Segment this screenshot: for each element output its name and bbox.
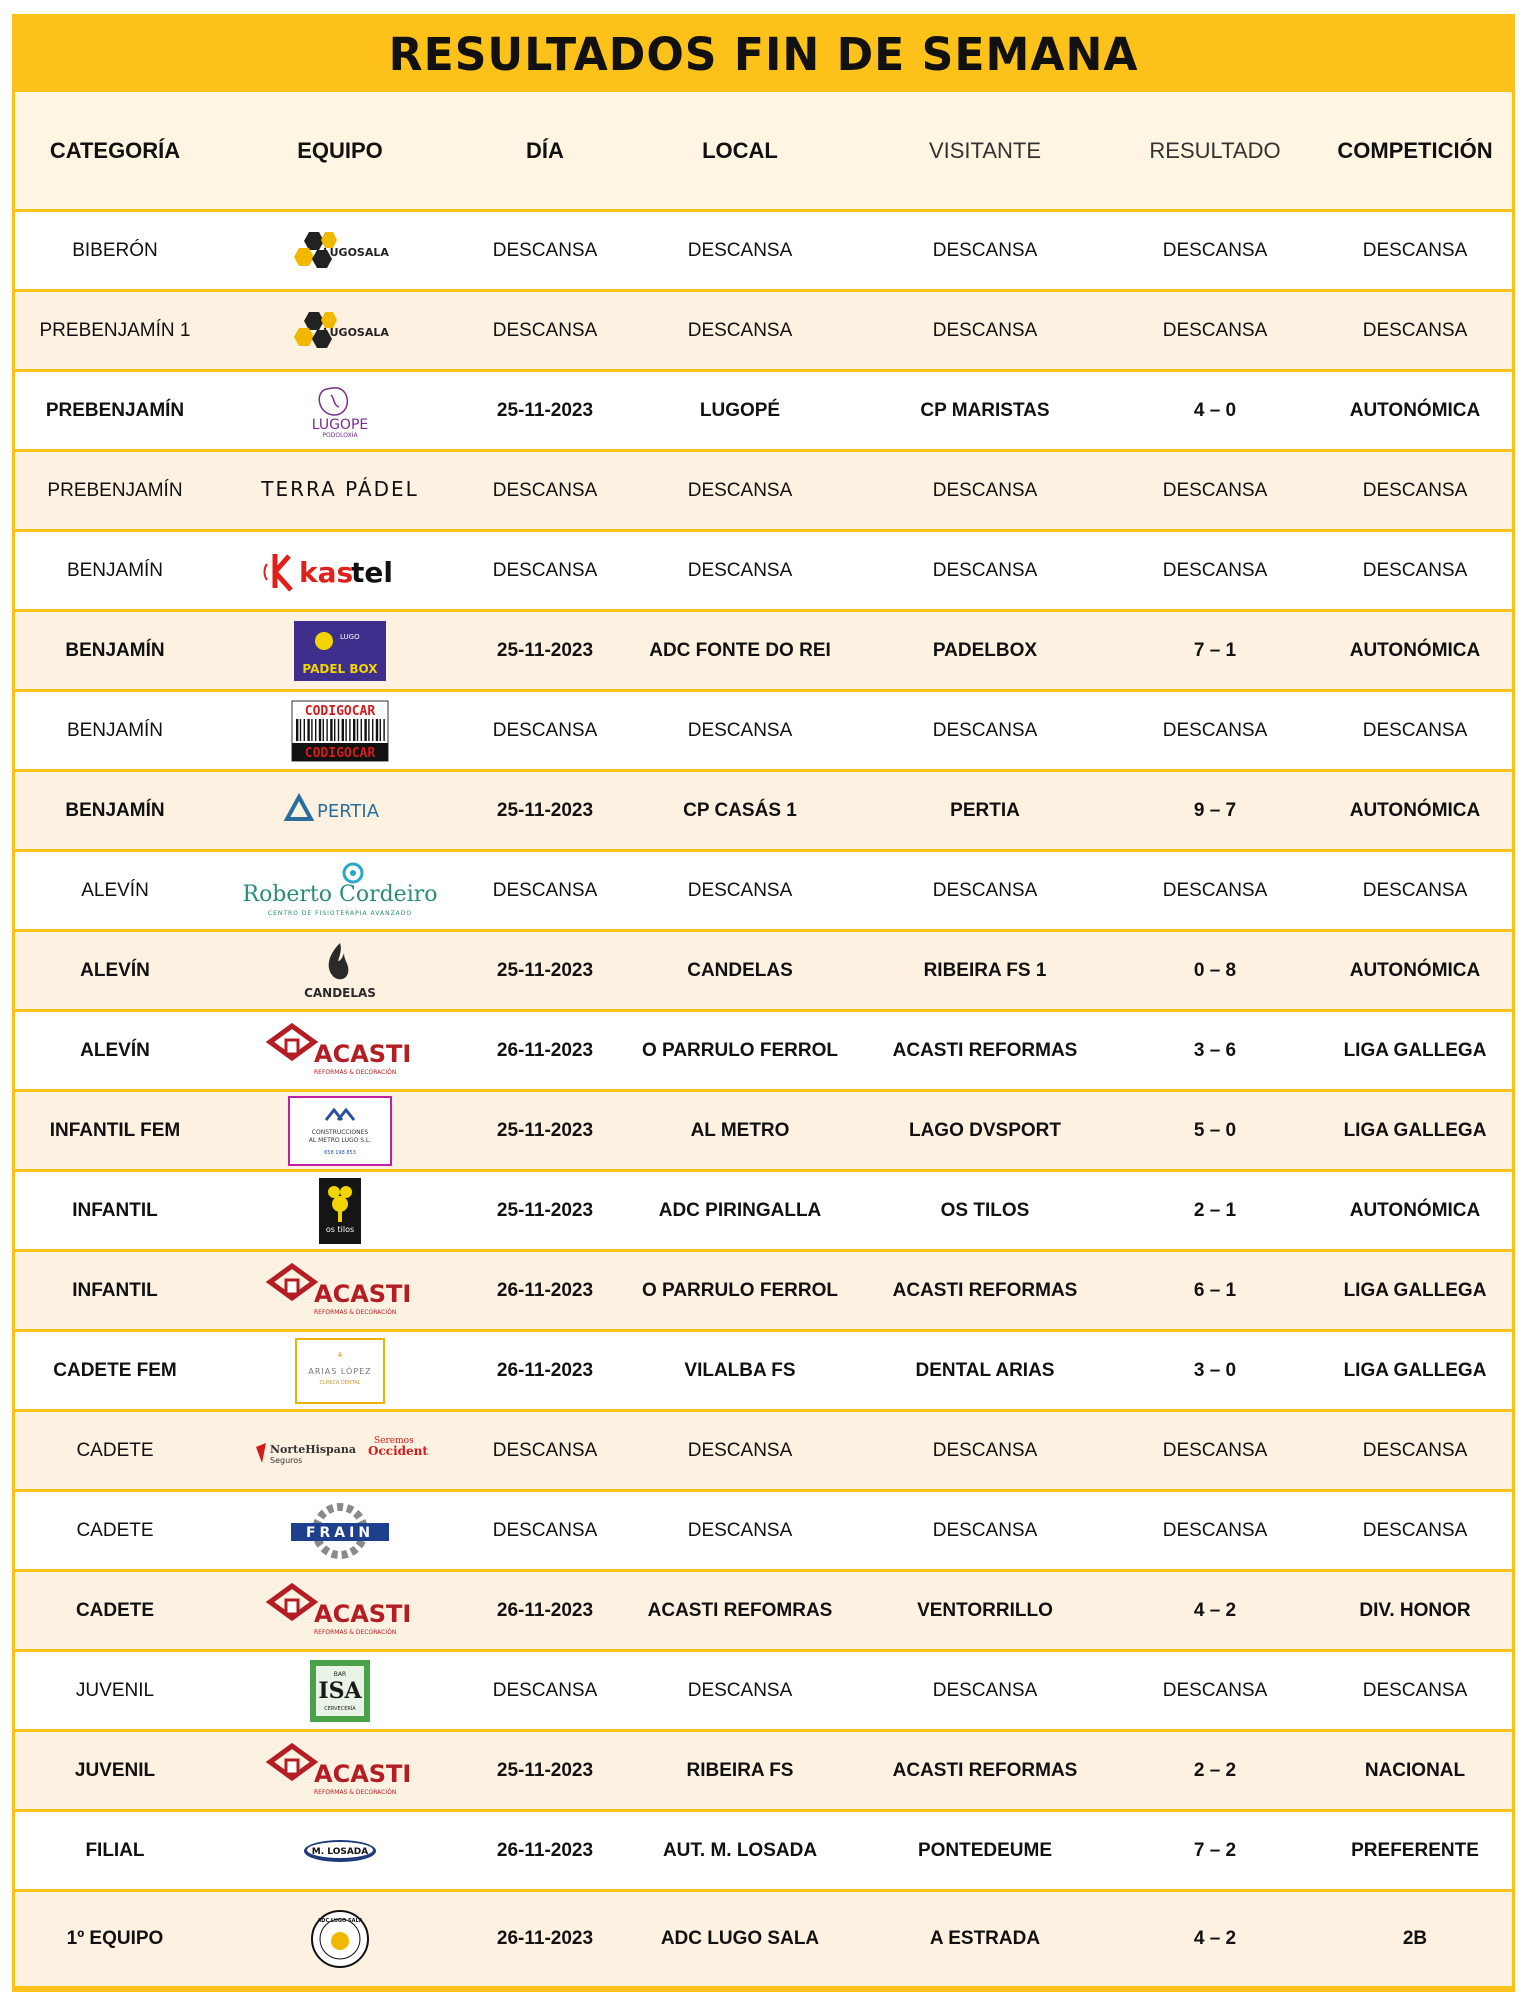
cell-local: DESCANSA xyxy=(687,239,793,261)
cell-categoria: BENJAMÍN xyxy=(65,639,165,661)
cell-categoria: 1º EQUIPO xyxy=(66,1928,164,1949)
svg-text:CENTRO DE FISIOTERAPIA AVANZAD: CENTRO DE FISIOTERAPIA AVANZADO xyxy=(267,909,413,917)
table-row xyxy=(15,932,1512,1012)
svg-text:ARIAS LÓPEZ: ARIAS LÓPEZ xyxy=(308,1366,372,1376)
svg-text:ACASTI: ACASTI xyxy=(314,1279,412,1308)
header-local: LOCAL xyxy=(702,137,778,163)
table-row xyxy=(15,1892,1512,1989)
cell-categoria: BIBERÓN xyxy=(72,239,158,261)
cell-competicion: PREFERENTE xyxy=(1351,1839,1479,1861)
table-row xyxy=(15,1732,1512,1812)
adc-lugo-sala-badge-logo xyxy=(215,1892,465,1986)
cell-competicion: AUTONÓMICA xyxy=(1349,799,1481,821)
svg-text:658 198 853: 658 198 853 xyxy=(324,1149,356,1156)
candelas-logo xyxy=(215,932,465,1009)
table-row xyxy=(15,692,1512,772)
header-equipo: EQUIPO xyxy=(297,137,383,163)
lugope-logo xyxy=(215,372,465,449)
cell-local: ACASTI REFOMRAS xyxy=(647,1599,833,1621)
cell-categoria: CADETE FEM xyxy=(53,1359,177,1381)
table-row xyxy=(15,292,1512,372)
cell-competicion: NACIONAL xyxy=(1364,1759,1466,1781)
cell-categoria: INFANTIL xyxy=(72,1199,158,1221)
cell-visitante: VENTORRILLO xyxy=(917,1599,1053,1621)
cell-local: AUT. M. LOSADA xyxy=(662,1839,818,1861)
cell-visitante: LAGO DVSPORT xyxy=(908,1119,1061,1141)
al-metro-logo xyxy=(215,1092,465,1169)
cell-resultado: 3 – 0 xyxy=(1193,1359,1237,1381)
cell-competicion: DESCANSA xyxy=(1362,479,1468,501)
kastel-logo xyxy=(215,532,465,609)
table-row xyxy=(15,1332,1512,1412)
cell-local: DESCANSA xyxy=(687,479,793,501)
cell-visitante: DESCANSA xyxy=(932,479,1038,501)
cell-resultado: 7 – 1 xyxy=(1193,639,1237,661)
cell-visitante: DESCANSA xyxy=(932,239,1038,261)
table-row xyxy=(15,452,1512,532)
nortehispana-logo xyxy=(215,1412,465,1489)
cell-resultado: 9 – 7 xyxy=(1193,799,1237,821)
cell-resultado: DESCANSA xyxy=(1162,719,1268,741)
cell-resultado: DESCANSA xyxy=(1162,879,1268,901)
terra-padel-logo xyxy=(215,452,465,529)
cell-resultado: DESCANSA xyxy=(1162,559,1268,581)
table-row xyxy=(15,1572,1512,1652)
cell-dia: 26-11-2023 xyxy=(496,1039,594,1061)
cell-dia: DESCANSA xyxy=(492,479,598,501)
cell-categoria: ALEVÍN xyxy=(80,959,150,981)
cell-resultado: 2 – 1 xyxy=(1193,1199,1237,1221)
cell-visitante: RIBEIRA FS 1 xyxy=(923,959,1047,981)
svg-text:REFORMAS & DECORACIÓN: REFORMAS & DECORACIÓN xyxy=(314,1308,397,1316)
cell-categoria: ALEVÍN xyxy=(81,879,149,901)
svg-text:⚘: ⚘ xyxy=(336,1350,344,1360)
cell-resultado: DESCANSA xyxy=(1162,1439,1268,1461)
svg-text:FRAIN: FRAIN xyxy=(305,1524,375,1541)
table-row xyxy=(15,612,1512,692)
cell-competicion: AUTONÓMICA xyxy=(1349,399,1481,421)
cell-dia: DESCANSA xyxy=(492,559,598,581)
svg-text:CODIGOCAR: CODIGOCAR xyxy=(304,703,376,719)
cell-competicion: DESCANSA xyxy=(1362,319,1468,341)
cell-categoria: CADETE xyxy=(76,1439,154,1461)
cell-local: ADC LUGO SALA xyxy=(660,1928,820,1949)
cell-local: DESCANSA xyxy=(687,719,793,741)
cell-competicion: AUTONÓMICA xyxy=(1349,1199,1481,1221)
cell-categoria: PREBENJAMÍN xyxy=(45,399,185,421)
cell-local: DESCANSA xyxy=(687,1519,793,1541)
cell-competicion: AUTONÓMICA xyxy=(1349,959,1481,981)
cell-dia: 25-11-2023 xyxy=(496,959,594,981)
roberto-cordeiro-logo xyxy=(215,852,465,929)
cell-competicion: LIGA GALLEGA xyxy=(1343,1119,1487,1141)
cell-dia: 25-11-2023 xyxy=(496,399,594,421)
table-row xyxy=(15,1092,1512,1172)
cell-dia: 25-11-2023 xyxy=(496,799,594,821)
cell-resultado: 0 – 8 xyxy=(1193,959,1237,981)
cell-resultado: 7 – 2 xyxy=(1193,1839,1237,1861)
cell-competicion: DESCANSA xyxy=(1362,559,1468,581)
cell-local: O PARRULO FERROL xyxy=(642,1039,838,1061)
bar-isa-logo xyxy=(215,1652,465,1729)
svg-text:REFORMAS & DECORACIÓN: REFORMAS & DECORACIÓN xyxy=(314,1788,397,1796)
svg-text:NorteHispana: NorteHispana xyxy=(270,1442,356,1456)
svg-text:AL METRO LUGO S.L.: AL METRO LUGO S.L. xyxy=(308,1136,372,1144)
cell-local: CP CASÁS 1 xyxy=(683,799,797,821)
cell-resultado: DESCANSA xyxy=(1162,479,1268,501)
cell-dia: 26-11-2023 xyxy=(496,1599,594,1621)
cell-visitante: DESCANSA xyxy=(932,719,1038,741)
header-visitante: VISITANTE xyxy=(928,137,1042,163)
cell-resultado: DESCANSA xyxy=(1162,319,1268,341)
cell-competicion: LIGA GALLEGA xyxy=(1343,1039,1487,1061)
svg-text:REFORMAS & DECORACIÓN: REFORMAS & DECORACIÓN xyxy=(314,1068,397,1076)
lugosala-logo xyxy=(215,212,465,289)
table-row xyxy=(15,1492,1512,1572)
svg-text:CERVECERÍA: CERVECERÍA xyxy=(324,1705,356,1712)
os-tilos-logo xyxy=(215,1172,465,1249)
cell-competicion: DESCANSA xyxy=(1362,1519,1468,1541)
frain-logo xyxy=(215,1492,465,1569)
svg-text:ACASTI: ACASTI xyxy=(314,1759,412,1788)
cell-dia: 26-11-2023 xyxy=(496,1359,594,1381)
cell-dia: DESCANSA xyxy=(492,319,598,341)
cell-dia: 25-11-2023 xyxy=(496,639,594,661)
header-dia: DÍA xyxy=(526,137,564,163)
cell-competicion: LIGA GALLEGA xyxy=(1343,1359,1487,1381)
svg-text:CONSTRUCCIONES: CONSTRUCCIONES xyxy=(311,1128,369,1136)
page-title: RESULTADOS FIN DE SEMANA xyxy=(388,28,1139,81)
cell-competicion: DESCANSA xyxy=(1362,1679,1468,1701)
acasti-logo xyxy=(215,1732,465,1809)
cell-competicion: LIGA GALLEGA xyxy=(1343,1279,1487,1301)
cell-visitante: DESCANSA xyxy=(932,879,1038,901)
cell-dia: 26-11-2023 xyxy=(496,1839,594,1861)
svg-text:Occident: Occident xyxy=(368,1443,428,1458)
svg-text:M. LOSADA: M. LOSADA xyxy=(311,1846,369,1857)
cell-categoria: FILIAL xyxy=(85,1839,145,1861)
svg-text:ACASTI: ACASTI xyxy=(314,1039,412,1068)
cell-competicion: DESCANSA xyxy=(1362,719,1468,741)
results-sheet xyxy=(12,14,1515,1992)
cell-resultado: 6 – 1 xyxy=(1193,1279,1237,1301)
cell-visitante: DESCANSA xyxy=(932,559,1038,581)
cell-categoria: INFANTIL FEM xyxy=(49,1119,181,1141)
cell-visitante: DESCANSA xyxy=(932,1439,1038,1461)
svg-text:ADC LUGO SALA: ADC LUGO SALA xyxy=(317,1918,363,1924)
m-losada-logo xyxy=(215,1812,465,1889)
table-body xyxy=(15,212,1512,1989)
svg-text:Seremos: Seremos xyxy=(374,1435,414,1446)
cell-categoria: PREBENJAMÍN xyxy=(47,479,183,501)
cell-competicion: DESCANSA xyxy=(1362,879,1468,901)
cell-dia: DESCANSA xyxy=(492,1519,598,1541)
svg-text:CANDELAS: CANDELAS xyxy=(304,985,376,1000)
cell-visitante: OS TILOS xyxy=(940,1199,1030,1221)
cell-resultado: 2 – 2 xyxy=(1193,1759,1237,1781)
svg-text:PODOLOXÍA: PODOLOXÍA xyxy=(322,431,358,439)
svg-text:LUGOSALA: LUGOSALA xyxy=(323,245,389,259)
cell-visitante: PERTIA xyxy=(950,799,1020,821)
acasti-logo xyxy=(215,1252,465,1329)
cell-visitante: DESCANSA xyxy=(932,319,1038,341)
cell-visitante: DESCANSA xyxy=(932,1519,1038,1541)
cell-competicion: AUTONÓMICA xyxy=(1349,639,1481,661)
cell-resultado: DESCANSA xyxy=(1162,1519,1268,1541)
cell-categoria: ALEVÍN xyxy=(80,1039,150,1061)
cell-resultado: 5 – 0 xyxy=(1193,1119,1237,1141)
cell-local: DESCANSA xyxy=(687,559,793,581)
cell-visitante: CP MARISTAS xyxy=(920,399,1050,421)
cell-visitante: A ESTRADA xyxy=(929,1928,1041,1949)
cell-dia: 25-11-2023 xyxy=(496,1199,594,1221)
cell-resultado: DESCANSA xyxy=(1162,1679,1268,1701)
cell-dia: DESCANSA xyxy=(492,719,598,741)
table-row xyxy=(15,772,1512,852)
cell-visitante: ACASTI REFORMAS xyxy=(892,1279,1078,1301)
acasti-logo xyxy=(215,1572,465,1649)
cell-dia: DESCANSA xyxy=(492,1439,598,1461)
pertia-logo xyxy=(215,772,465,849)
cell-dia: 25-11-2023 xyxy=(496,1759,594,1781)
cell-categoria: BENJAMÍN xyxy=(66,559,164,581)
cell-categoria: CADETE xyxy=(76,1519,154,1541)
cell-local: DESCANSA xyxy=(687,319,793,341)
table-row xyxy=(15,1812,1512,1892)
padelbox-logo xyxy=(215,612,465,689)
acasti-logo xyxy=(215,1012,465,1089)
svg-text:REFORMAS & DECORACIÓN: REFORMAS & DECORACIÓN xyxy=(314,1628,397,1636)
cell-local: O PARRULO FERROL xyxy=(642,1279,838,1301)
svg-text:tel: tel xyxy=(351,555,393,589)
cell-visitante: PADELBOX xyxy=(932,639,1038,661)
cell-visitante: ACASTI REFORMAS xyxy=(892,1039,1078,1061)
title-bar xyxy=(15,17,1512,92)
cell-dia: 25-11-2023 xyxy=(496,1119,594,1141)
cell-local: DESCANSA xyxy=(687,1439,793,1461)
header-competicion: COMPETICIÓN xyxy=(1337,137,1493,163)
svg-text:CODIGOCAR: CODIGOCAR xyxy=(304,745,376,761)
cell-categoria: PREBENJAMÍN 1 xyxy=(39,319,191,341)
cell-visitante: PONTEDEUME xyxy=(917,1839,1053,1861)
svg-text:CLÍNICA DENTAL: CLÍNICA DENTAL xyxy=(319,1379,361,1386)
cell-categoria: JUVENIL xyxy=(74,1759,156,1781)
svg-text:TERRA PÁDEL: TERRA PÁDEL xyxy=(261,476,419,501)
cell-dia: DESCANSA xyxy=(492,1679,598,1701)
header-resultado: RESULTADO xyxy=(1149,137,1281,163)
cell-local: LUGOPÉ xyxy=(699,399,781,421)
svg-text:Roberto Cordeiro: Roberto Cordeiro xyxy=(242,881,438,907)
svg-text:kas: kas xyxy=(299,555,354,589)
svg-text:os tilos: os tilos xyxy=(325,1224,355,1234)
cell-resultado: 4 – 2 xyxy=(1193,1928,1237,1949)
cell-categoria: INFANTIL xyxy=(72,1279,158,1301)
cell-dia: 26-11-2023 xyxy=(496,1279,594,1301)
cell-visitante: DENTAL ARIAS xyxy=(915,1359,1055,1381)
cell-local: RIBEIRA FS xyxy=(686,1759,794,1781)
cell-competicion: 2B xyxy=(1402,1928,1428,1949)
svg-text:LUGOPE: LUGOPE xyxy=(311,416,369,433)
cell-local: AL METRO xyxy=(690,1119,790,1141)
cell-categoria: CADETE xyxy=(75,1599,155,1621)
cell-competicion: DESCANSA xyxy=(1362,1439,1468,1461)
cell-competicion: DESCANSA xyxy=(1362,239,1468,261)
codigocar-logo xyxy=(215,692,465,769)
cell-resultado: DESCANSA xyxy=(1162,239,1268,261)
cell-visitante: ACASTI REFORMAS xyxy=(892,1759,1078,1781)
svg-text:PERTIA: PERTIA xyxy=(317,800,380,822)
header-categoria: CATEGORÍA xyxy=(49,137,181,163)
table-row xyxy=(15,1412,1512,1492)
cell-local: ADC PIRINGALLA xyxy=(658,1199,822,1221)
cell-dia: 26-11-2023 xyxy=(496,1928,594,1949)
cell-categoria: JUVENIL xyxy=(75,1679,155,1701)
lugosala-logo xyxy=(215,292,465,369)
cell-resultado: 3 – 6 xyxy=(1193,1039,1237,1061)
table-row xyxy=(15,1172,1512,1252)
cell-dia: DESCANSA xyxy=(492,879,598,901)
svg-text:BAR: BAR xyxy=(333,1670,347,1678)
table-row xyxy=(15,212,1512,292)
cell-local: VILALBA FS xyxy=(684,1359,796,1381)
cell-local: DESCANSA xyxy=(687,1679,793,1701)
cell-local: ADC FONTE DO REI xyxy=(649,639,831,661)
cell-categoria: BENJAMÍN xyxy=(66,719,164,741)
table-row xyxy=(15,1652,1512,1732)
svg-text:ACASTI: ACASTI xyxy=(314,1599,412,1628)
cell-visitante: DESCANSA xyxy=(932,1679,1038,1701)
cell-local: DESCANSA xyxy=(687,879,793,901)
table-header xyxy=(15,92,1512,212)
cell-competicion: DIV. HONOR xyxy=(1359,1599,1471,1621)
cell-local: CANDELAS xyxy=(687,959,793,981)
table-row xyxy=(15,1252,1512,1332)
svg-text:LUGOSALA: LUGOSALA xyxy=(323,325,389,339)
table-row xyxy=(15,372,1512,452)
svg-text:ISA: ISA xyxy=(318,1677,362,1704)
cell-resultado: 4 – 0 xyxy=(1193,399,1237,421)
table-row xyxy=(15,1012,1512,1092)
table-row xyxy=(15,852,1512,932)
arias-lopez-logo xyxy=(215,1332,465,1409)
svg-text:PADEL BOX: PADEL BOX xyxy=(302,661,378,676)
cell-resultado: 4 – 2 xyxy=(1193,1599,1237,1621)
cell-categoria: BENJAMÍN xyxy=(65,799,165,821)
table-row xyxy=(15,532,1512,612)
svg-text:Seguros: Seguros xyxy=(270,1455,303,1465)
cell-dia: DESCANSA xyxy=(492,239,598,261)
svg-text:LUGO: LUGO xyxy=(340,632,360,641)
